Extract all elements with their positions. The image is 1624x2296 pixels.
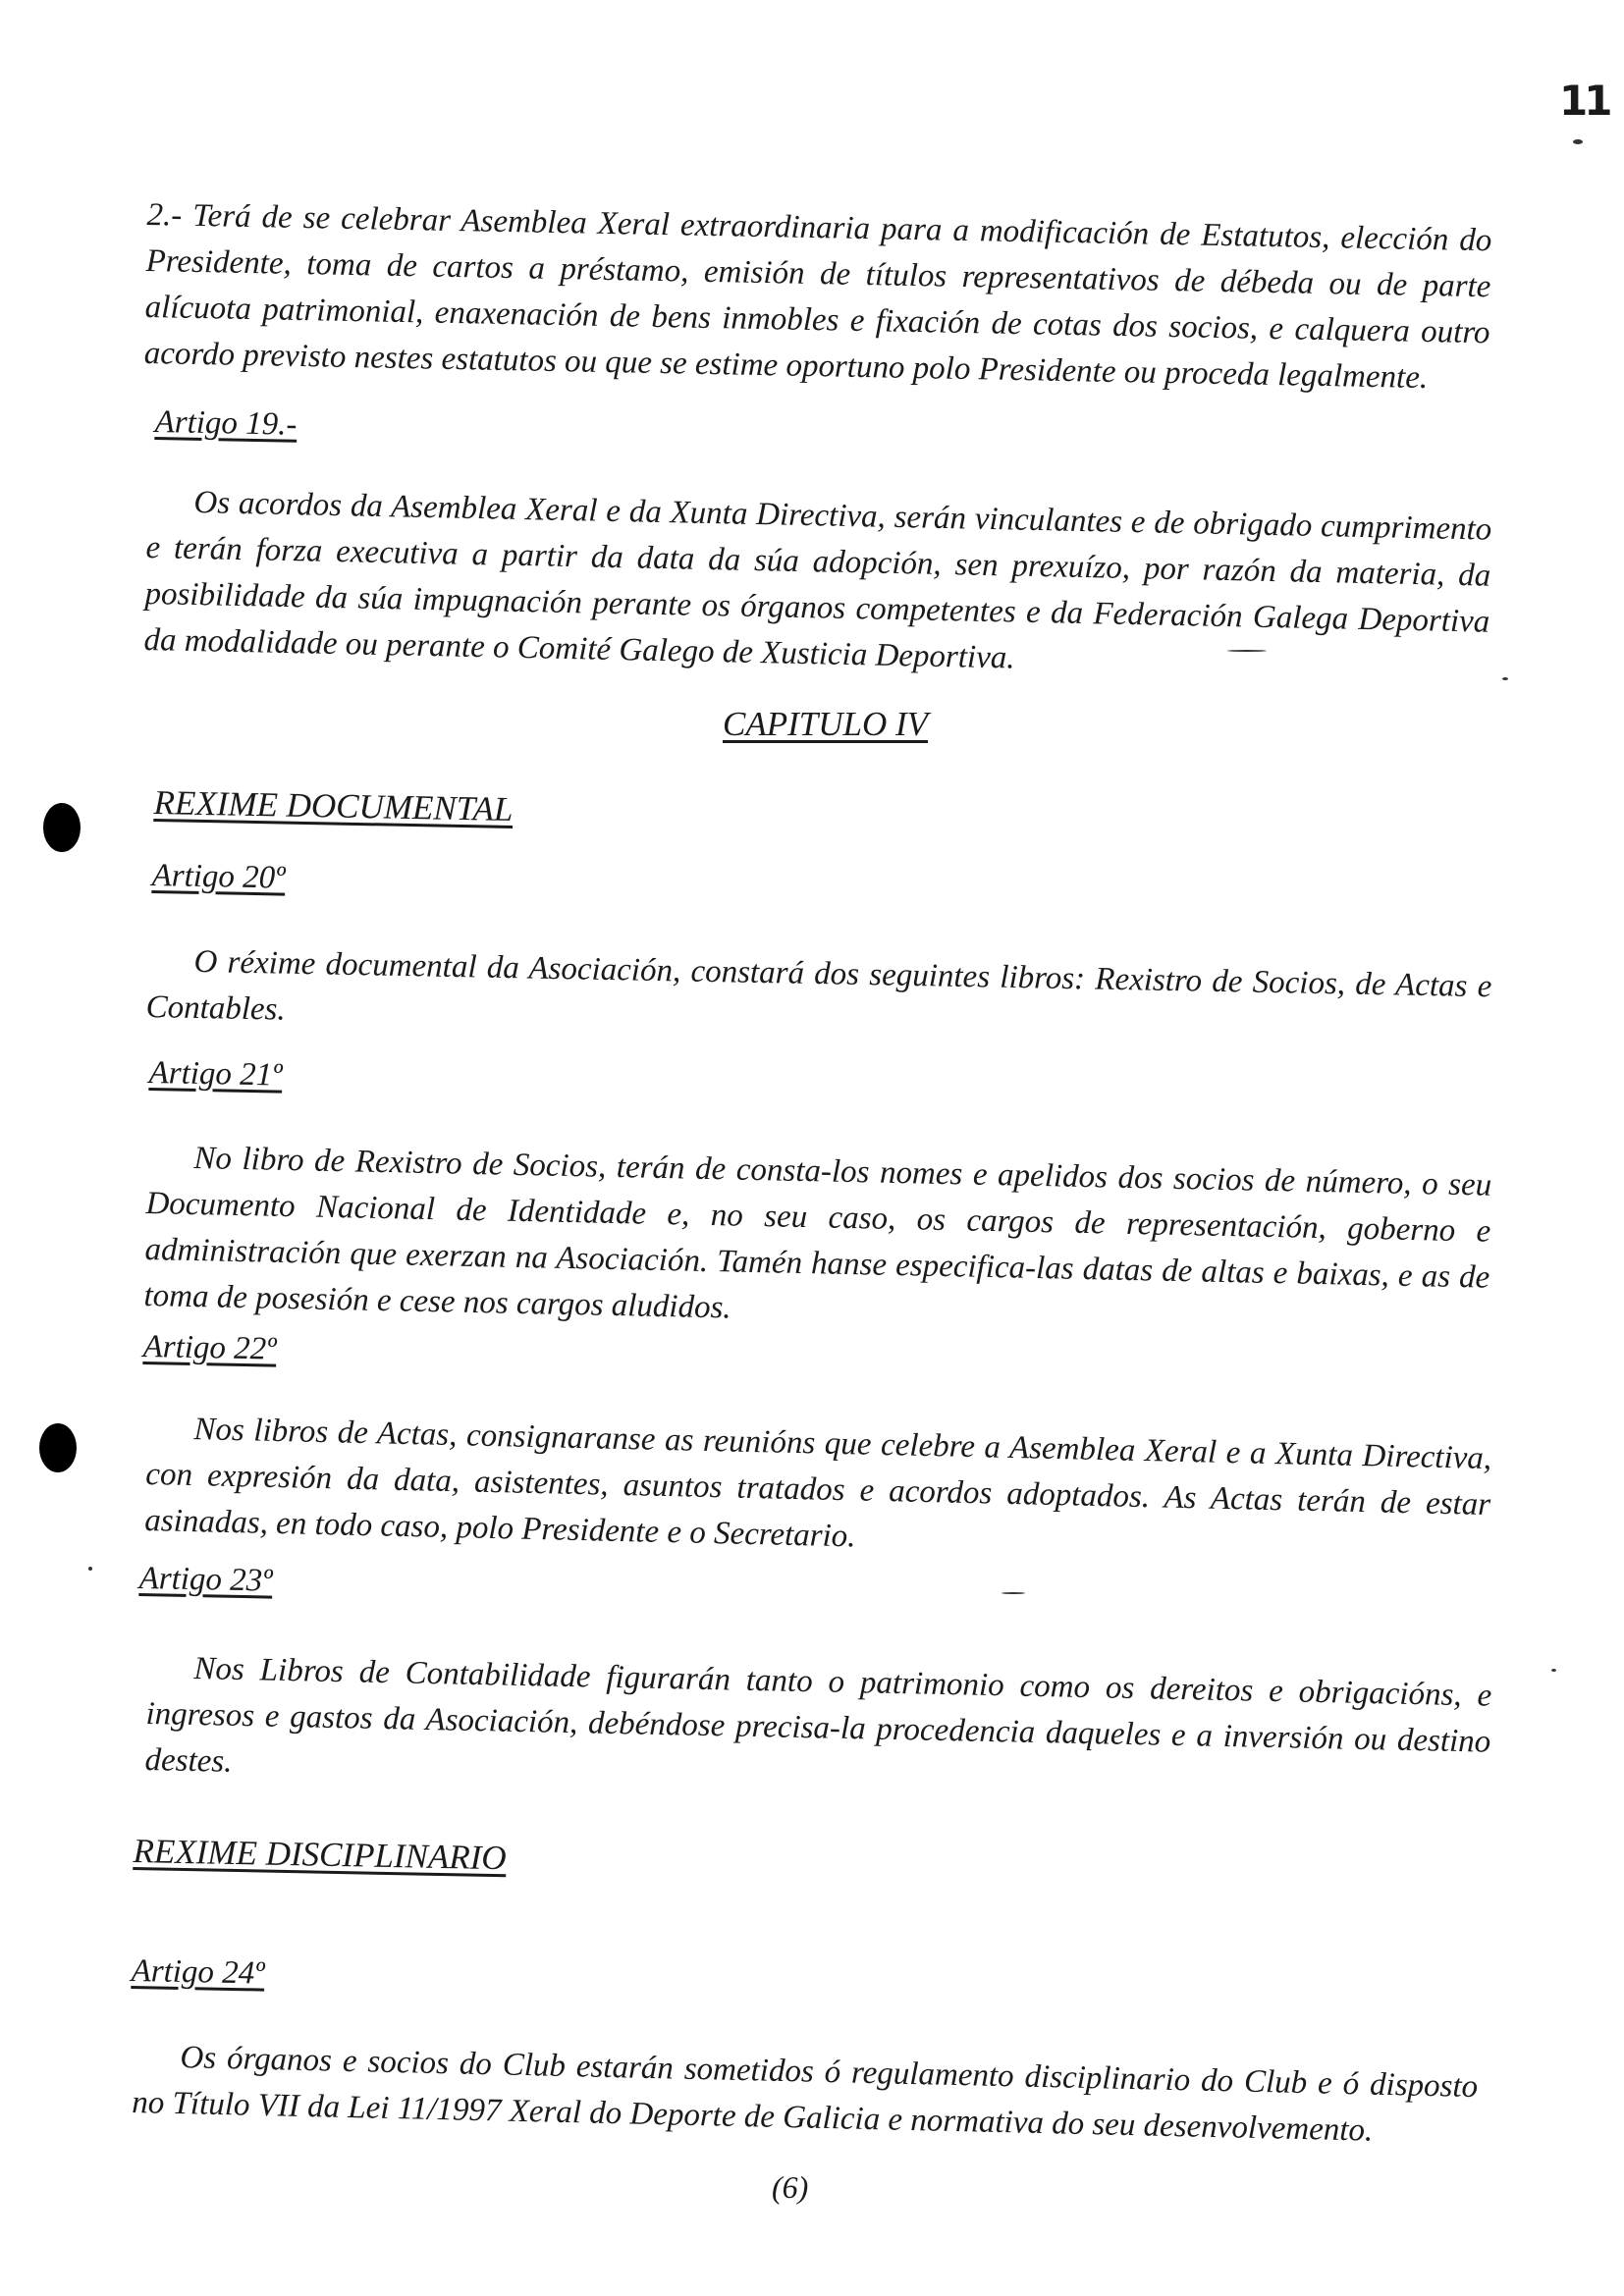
article-20-heading: Artigo 20º [151, 858, 286, 896]
article-20-paragraph [145, 938, 1492, 1056]
scan-speck [1551, 1669, 1556, 1672]
article-22-paragraph [144, 1406, 1492, 1575]
article-24-paragraph [132, 2034, 1479, 2157]
page-footer-number: (6) [772, 2169, 809, 2205]
chapter-title: CAPITULO IV [723, 705, 929, 743]
intro-paragraph [143, 192, 1491, 402]
article-24-heading: Artigo 24º [131, 1953, 265, 1992]
article-22-text: Nos libros de Actas, consignaranse as reunións que celebre a Asemblea Xeral e a Xunta Directiva, con expresión da data, asistentes, asuntos tratados e acordos adoptados. As Actas terán de estar asinadas, en todo caso, polo Presidente e o Secretario. [143, 1412, 1492, 1555]
article-21-text: No libro de Rexistro de Socios, terán de consta-los nomes e apelidos dos socios de número, o seu Documento Nacional de Identidade e, no seu caso, os cargos de representación, goberno e administración que exerzan na Asociación. Tamén hanse especifica-las datas de altas e baixas, e as de toma de posesión e cese nos cargos aludidos. [143, 1141, 1492, 1326]
scan-speck [1573, 139, 1583, 144]
punch-hole-top [43, 803, 81, 852]
punch-hole-bottom [39, 1423, 77, 1472]
article-23-text: Nos Libros de Contabilidade figurarán tanto o patrimonio como os dereitos e obrigacións, e ingresos e gastos da Asociación, debéndose precisa-la procedencia daqueles e a inversión ou destino destes. [144, 1651, 1492, 1780]
article-21-paragraph [143, 1135, 1492, 1348]
article-20-text: O réxime documental da Asociación, constará dos seguintes libros: Rexistro de Socios, de Actas e Contables. [145, 943, 1492, 1028]
article-22-heading: Artigo 22º [142, 1329, 277, 1367]
rexime-documental-heading: REXIME DOCUMENTAL [153, 783, 514, 829]
scan-speck [1502, 677, 1508, 680]
scan-speck [1227, 650, 1267, 652]
handwritten-page-number: 11 [1559, 77, 1609, 125]
article-21-heading: Artigo 21º [148, 1055, 283, 1094]
article-23-heading: Artigo 23º [138, 1561, 273, 1599]
article-19-paragraph [143, 479, 1492, 692]
article-19-text: Os acordos da Asemblea Xeral e da Xunta Directiva, serán vinculantes e de obrigado cumprimento e terán forza executiva a partir da data da súa adopción, sen prexuízo, por razón da materia, da posibilidade da súa impugnación perante os órganos competentes e da Federación Galega Deportiva da modalidade ou perante o Comité Galego de Xusticia Deportiva. [143, 485, 1492, 676]
article-19-heading: Artigo 19.- [154, 404, 298, 443]
article-24-text: Os órganos e socios do Club estarán sometidos ó regulamento disciplinario do Club e ó disposto no Título VII da Lei 11/1997 Xeral do Deporte de Galicia e normativa do seu desenvolvemento. [132, 2040, 1479, 2149]
scan-speck [1001, 1592, 1025, 1594]
rexime-disciplinario-heading: REXIME DISCIPLINARIO [133, 1832, 507, 1878]
article-23-paragraph [144, 1645, 1492, 1812]
scan-speck [88, 1567, 92, 1571]
intro-text: 2.- Terá de se celebrar Asemblea Xeral extraordinaria para a modificación de Estatutos, elección do Presidente, toma de cartos a préstamo, emisión de títulos representativos de débeda ou de parte alícuota patrimonial, enaxenación de bens inmobles e fixación de cotas dos socios, e calquera outro acordo previsto nestes estatutos ou que se estime oportuno polo Presidente ou proceda legalmente. [143, 196, 1492, 397]
